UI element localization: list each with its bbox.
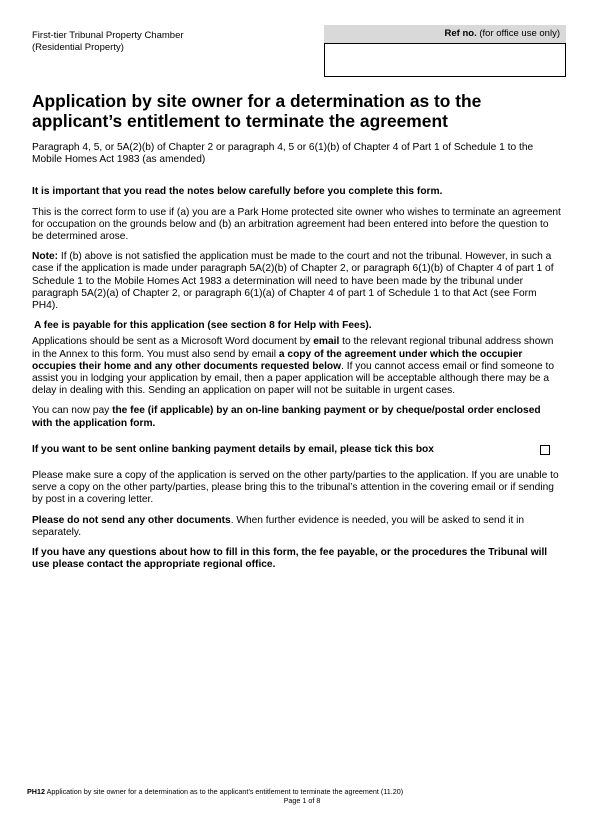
form-notes [32,142,562,571]
org-line-1: First-tier Tribunal Property Chamber [32,30,184,41]
important-notice: It is important that you read the notes below carefully before you complete this form. [32,186,443,198]
page-number: Page 1 of 8 [283,796,321,805]
page-footer [27,787,567,805]
legal-basis: Paragraph 4, 5, or 5A(2)(b) of Chapter 2 or paragraph 4, 5 or 6(1)(b) of Chapter 4 of Part 1 of Schedule 1 to the Mobile Homes Act 1983 (as amended) [32,142,534,166]
serve-copy-paragraph: Please make sure a copy of the application is served on the other party/parties to the application. If you are unable to serve a copy on the other party/parties, please bring this to the tribunal’s attention in the covering email or if sending by post in a covering letter. [32,470,559,506]
banking-details-label: If you want to be sent online banking payment details by email, please tick this box [32,443,434,455]
form-title: Application by site owner for a determination as to the applicant’s entitlement to terminate the agreement [32,91,482,131]
footer-form-line: PH12 Application by site owner for a determination as to the applicant’s entitlement to terminate the agreement (11.20) [27,787,404,796]
application-method-paragraph: Applications should be sent as a Microsoft Word document by email to the relevant regional tribunal address shown in the Annex to this form. You must also send by email a copy of the agreement under which the occupier occupies their home and any other documents requested below. If you cannot access email or find someone to assist you in lodging your application by email, then a paper application will be acceptable although there may be a delay in dealing with this. Sending an application on paper will not be suitable in urgent cases. [32,336,555,397]
documents-paragraph: Please do not send any other documents. When further evidence is needed, you will be asked to send it in separately. [32,514,525,538]
ref-number-header [324,25,566,43]
note-label: Note: [32,251,59,263]
ref-note: (for office use only) [476,28,560,39]
correct-form-paragraph: This is the correct form to use if (a) you are a Park Home protected site owner who wishes to terminate an agreement for occupation on the grounds below and (b) an arbitration agreement had been entered into before the question to be determined arose. [32,206,561,243]
ref-number-field[interactable] [324,43,566,77]
footer-form-code: PH12 [27,787,45,796]
ref-label: Ref no. [444,28,477,39]
banking-details-checkbox[interactable] [540,445,550,455]
note-paragraph: Note: If (b) above is not satisfied the application must be made to the court and not the tribunal. However, in such a case if the application is made under paragraph 5A(2)(b) of Chapter 2, or paragraph 6(1)(b) of Chapter 4 of part 1 of Schedule 1 to the Mobile Homes Act 1983 a determination will need to have been made by the tribunal under paragraph 5A(2)(a) of Chapter 2, or paragraph 6(1)(a) of Chapter 4 of part 1 of Schedule 1 to that Act (see Form PH4). [32,251,554,312]
organisation-name [32,30,184,54]
payment-paragraph: You can now pay the fee (if applicable) by an on-line banking payment or by cheque/postal order enclosed with the application form. [32,405,541,429]
fee-heading: A fee is payable for this application (see section 8 for Help with Fees). [34,320,372,332]
questions-paragraph: If you have any questions about how to fill in this form, the fee payable, or the procedures the Tribunal will use please contact the appropriate regional office. [32,547,548,571]
org-line-2: (Residential Property) [32,42,124,53]
banking-details-row [32,444,562,456]
